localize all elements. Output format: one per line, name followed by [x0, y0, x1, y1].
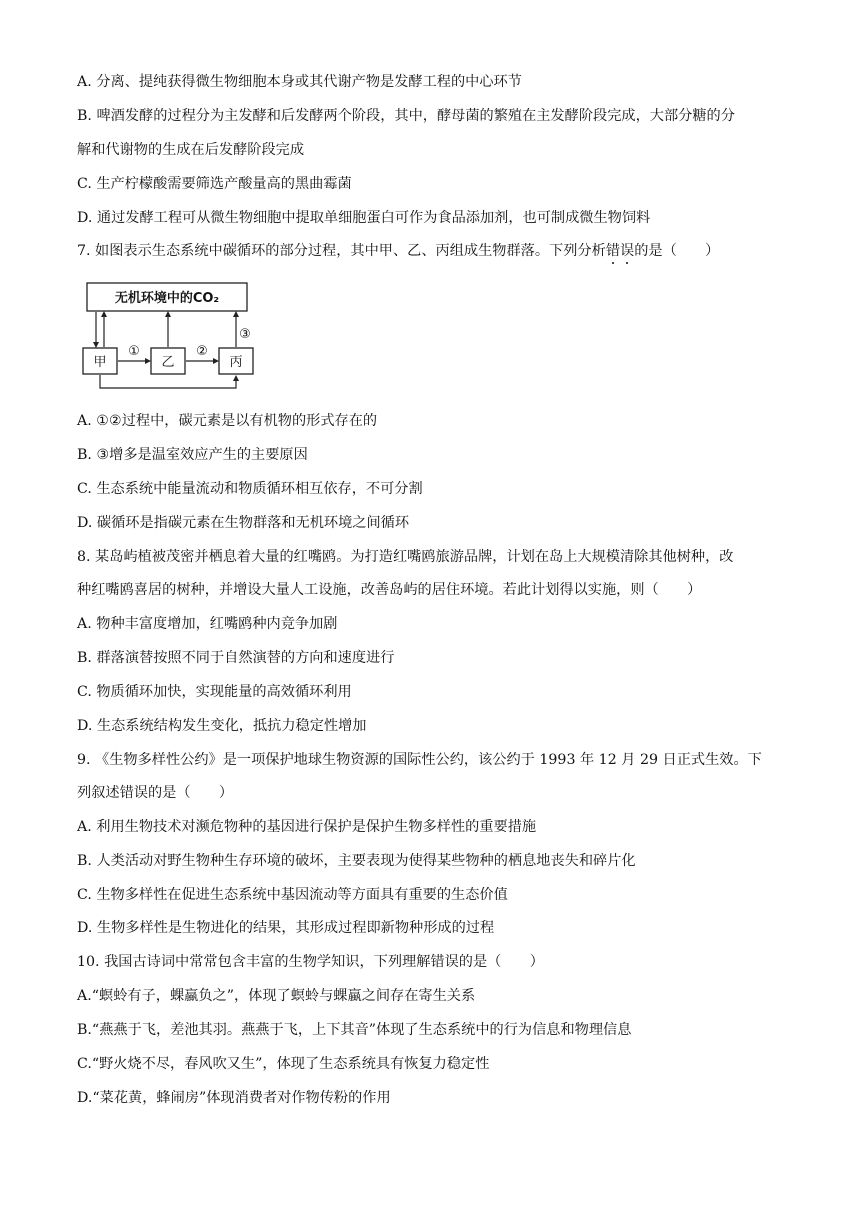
- q7-stem-pre: 7. 如图表示生态系统中碳循环的部分过程，其中甲、乙、丙组成生物群落。下列分析: [77, 243, 606, 259]
- q8-stem-line1: 8. 某岛屿植被茂密并栖息着大量的红嘴鸥。为打造红嘴鸥旅游品牌，计划在岛上大规模清除其他树种，改: [77, 549, 734, 565]
- q6-option-b-line1: B. 啤酒发酵的过程分为主发酵和后发酵两个阶段，其中，酵母菌的繁殖在主发酵阶段完成，大部分糖的分: [77, 108, 735, 124]
- arrow-3-label: ③: [239, 327, 251, 342]
- q8-stem-line2: 种红嘴鸥喜居的树种，并增设大量人工设施，改善岛屿的居住环境。若此计划得以实施，则（ ）: [77, 582, 702, 598]
- node-yi-label: 乙: [161, 355, 175, 370]
- q7-option-c: C. 生态系统中能量流动和物质循环相互依存，不可分割: [77, 481, 423, 497]
- q10-option-d: D.“菜花黄，蜂闹房”体现消费者对作物传粉的作用: [77, 1090, 391, 1106]
- carbon-cycle-diagram: [79, 280, 259, 396]
- q9-stem-line2: 列叙述错误的是（ ）: [77, 785, 234, 801]
- q7-stem-emphasis-2: 误: [620, 243, 635, 259]
- q7-stem-emphasis-1: 错: [605, 243, 621, 259]
- q10-option-a: A.“螟蛉有子，蜾蠃负之”，体现了螟蛉与蜾蠃之间存在寄生关系: [77, 988, 476, 1004]
- q8-option-d: D. 生态系统结构发生变化，抵抗力稳定性增加: [77, 718, 367, 734]
- q8-option-b: B. 群落演替按照不同于自然演替的方向和速度进行: [77, 650, 395, 666]
- q9-option-d: D. 生物多样性是生物进化的结果，其形成过程即新物种形成的过程: [77, 920, 495, 936]
- q9-option-b: B. 人类活动对野生物种生存环境的破坏，主要表现为使得某些物种的栖息地丧失和碎片化: [77, 853, 636, 869]
- q7-stem: [77, 241, 719, 261]
- arrow-2-label: ②: [196, 344, 208, 359]
- q7-option-a: A. ①②过程中，碳元素是以有机物的形式存在的: [77, 413, 378, 429]
- q10-stem: 10. 我国古诗词中常常包含丰富的生物学知识，下列理解错误的是（ ）: [77, 954, 544, 970]
- q7-option-d: D. 碳循环是指碳元素在生物群落和无机环境之间循环: [77, 515, 410, 531]
- q9-option-c: C. 生物多样性在促进生态系统中基因流动等方面具有重要的生态价值: [77, 887, 508, 903]
- co2-box-label: 无机环境中的CO₂: [114, 291, 220, 306]
- q8-option-a: A. 物种丰富度增加，红嘴鸥种内竞争加剧: [77, 616, 338, 632]
- q10-option-b: B.“燕燕于飞，差池其羽。燕燕于飞，上下其音”体现了生态系统中的行为信息和物理信息: [77, 1022, 632, 1038]
- q10-option-c: C.“野火烧不尽，春风吹又生”，体现了生态系统具有恢复力稳定性: [77, 1056, 490, 1072]
- q6-option-d: D. 通过发酵工程可从微生物细胞中提取单细胞蛋白可作为食品添加剂，也可制成微生物饲料: [77, 210, 651, 226]
- q6-option-a: A. 分离、提纯获得微生物细胞本身或其代谢产物是发酵工程的中心环节: [77, 74, 522, 90]
- q8-option-c: C. 物质循环加快，实现能量的高效循环利用: [77, 684, 352, 700]
- q9-option-a: A. 利用生物技术对濒危物种的基因进行保护是保护生物多样性的重要措施: [77, 819, 537, 835]
- q9-stem-line1: 9. 《生物多样性公约》是一项保护地球生物资源的国际性公约，该公约于 1993 年 12 月 29 日正式生效。下: [77, 752, 762, 768]
- node-bing-label: 丙: [229, 355, 243, 370]
- q7-option-b: B. ③增多是温室效应产生的主要原因: [77, 447, 308, 463]
- q6-option-b-line2: 解和代谢物的生成在后发酵阶段完成: [77, 142, 305, 158]
- q6-option-c: C. 生产柠檬酸需要筛选产酸量高的黑曲霉菌: [77, 176, 352, 192]
- q7-stem-post: 的是（ ）: [634, 243, 720, 259]
- node-jia-label: 甲: [93, 355, 107, 370]
- arrow-1-label: ①: [128, 344, 140, 359]
